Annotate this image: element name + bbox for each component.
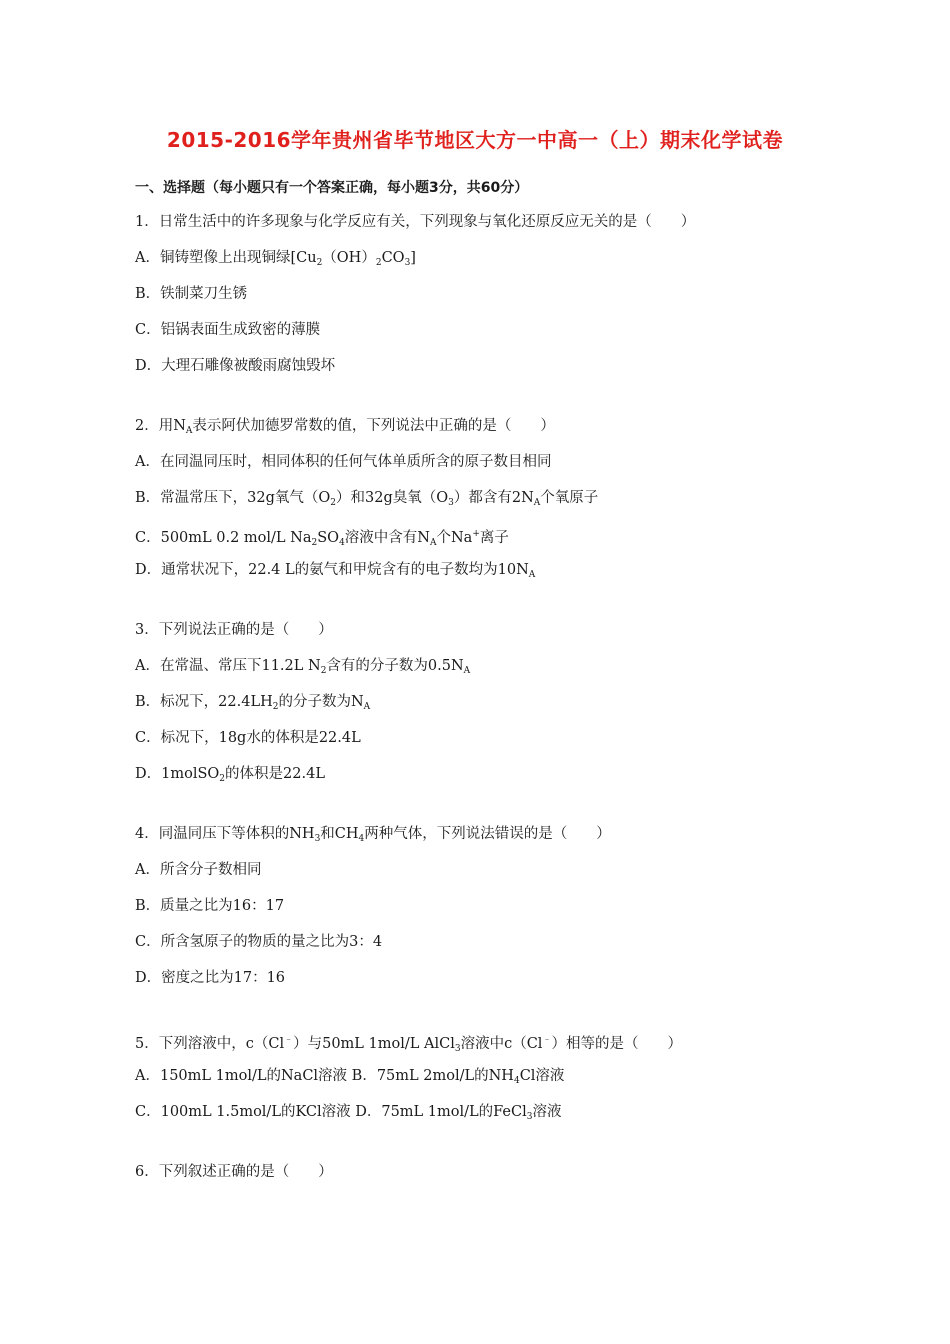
section-heading: 一、选择题（每小题只有一个答案正确，每小题3分，共60分） xyxy=(135,180,529,196)
question-4-option-d: D．密度之比为17：16 xyxy=(135,970,286,986)
question-5-options-cd: C．100mL 1.5mol/L的KCl溶液 D．75mL 1mol/L的FeCl$_3$溶液 xyxy=(135,1104,562,1122)
question-3-option-d: D．1molSO$_2$的体积是22.4L xyxy=(135,766,325,784)
question-3-option-c: C．标况下，18g水的体积是22.4L xyxy=(135,730,361,746)
question-3-option-a: A．在常温、常压下11.2L $N_2$含有的分子数为$0.5N_A$ xyxy=(135,658,471,676)
question-3-option-b: B．标况下，$22.4LH_2$的分子数为$N_A$ xyxy=(135,694,371,712)
question-2-option-c: C．500mL 0.2 mol/L $Na_2SO_4$溶液中含有$N_A$个Na+离子 xyxy=(135,529,509,548)
question-2-option-b: B．常温常压下，32g氧气$(O_2)$和32g臭氧$(O_3)$都含有$2N_A$个氧原子 xyxy=(135,490,599,508)
question-2-option-d: D．通常状况下，22.4 L的氨气和甲烷含有的电子数均为$10N_A$ xyxy=(135,562,536,580)
question-3-stem: 3．下列说法正确的是（ ） xyxy=(135,622,333,638)
question-4-option-c: C．所含氢原子的物质的量之比为3：4 xyxy=(135,934,383,950)
question-1-option-d: D．大理石雕像被酸雨腐蚀毁坏 xyxy=(135,358,336,374)
exam-title: 2015-2016学年贵州省毕节地区大方一中高一（上）期末化学试卷 xyxy=(166,128,784,152)
question-5-options-ab: A．150mL 1mol/L的NaCl溶液 B．75mL 2mol/L的$NH_4Cl$溶液 xyxy=(135,1068,565,1086)
question-4-option-b: B．质量之比为16：17 xyxy=(135,898,285,914)
question-5-stem: 5．下列溶液中，c（Cl﹣）与50mL 1mol/L AlCl$_3$溶液中c（Cl﹣）相等的是（ ） xyxy=(135,1035,682,1054)
question-4-option-a: A．所含分子数相同 xyxy=(135,862,262,878)
question-1-option-b: B．铁制菜刀生锈 xyxy=(135,286,248,302)
question-2-option-a: A．在同温同压时，相同体积的任何气体单质所含的原子数目相同 xyxy=(135,454,552,470)
question-2-stem: 2．用$N_A$表示阿伏加德罗常数的值，下列说法中正确的是（ ） xyxy=(135,418,555,436)
question-6-stem: 6．下列叙述正确的是（ ） xyxy=(135,1164,333,1180)
question-1-option-a: A．铜铸塑像上出现铜绿$[Cu_2(OH)_2CO_3]$ xyxy=(135,250,416,268)
question-4-stem: 4．同温同压下等体积的$NH_3$和$CH_4$两种气体，下列说法错误的是（ ） xyxy=(135,826,611,844)
question-1-option-c: C．铝锅表面生成致密的薄膜 xyxy=(135,322,321,338)
question-1-stem: 1．日常生活中的许多现象与化学反应有关，下列现象与氧化还原反应无关的是（ ） xyxy=(135,214,696,230)
